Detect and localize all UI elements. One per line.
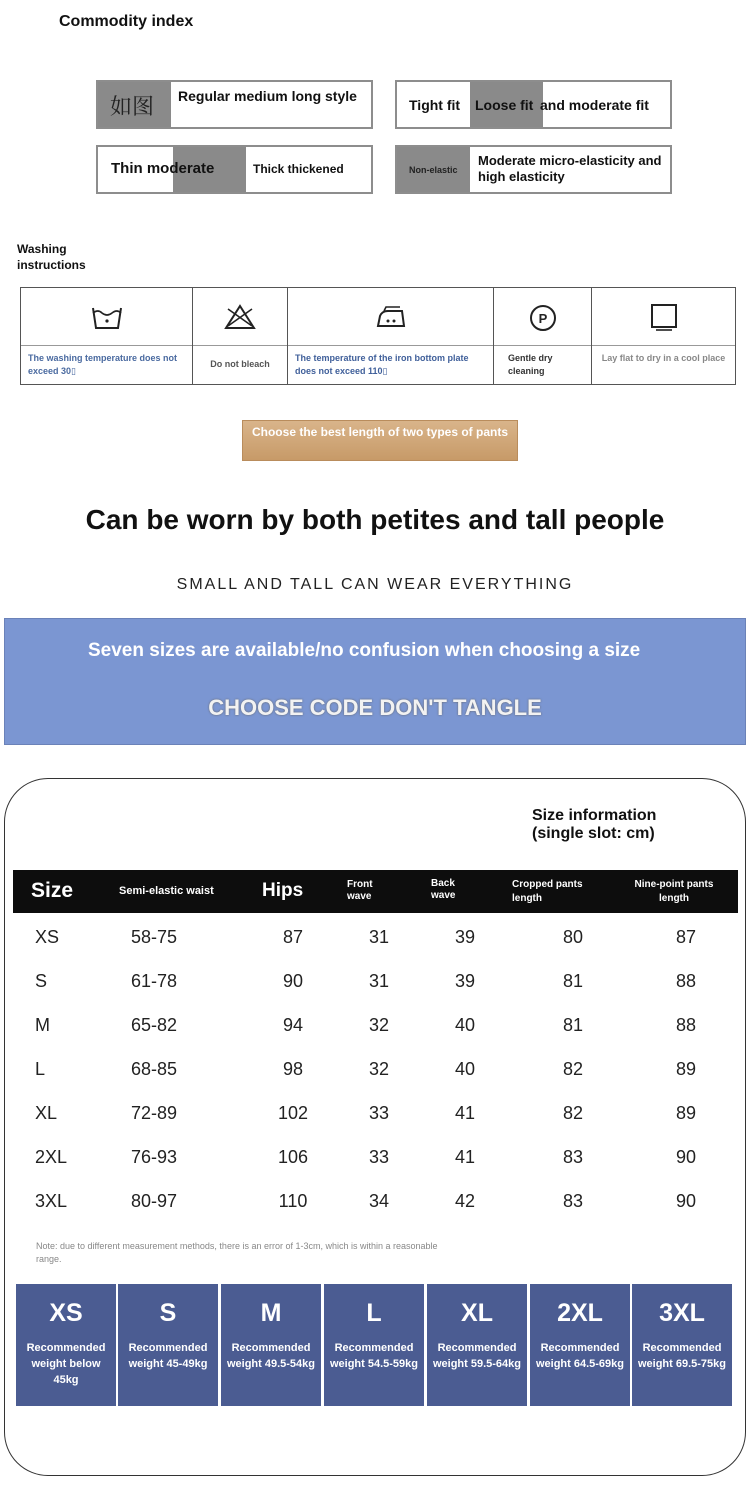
size-table-cell: 80-97 (131, 1191, 178, 1211)
size-table-row (13, 915, 738, 959)
sizes-banner (4, 618, 746, 745)
size-table-row (13, 959, 738, 1003)
size-table-cell: 41 (454, 1103, 476, 1123)
wash-30-icon (90, 302, 124, 332)
size-table-cell: 32 (368, 1015, 390, 1035)
length-text: Regular medium long style (178, 88, 357, 104)
measurement-note: Note: due to different measurement methods, there is an error of 1-3cm, which is within a reasonable range. (36, 1241, 438, 1264)
recommended-weight-text: Recommended weight 49.5-54kg (226, 1342, 316, 1370)
size-table-cell: 33 (368, 1103, 390, 1123)
elasticity-text: Moderate micro-elasticity and high elasticity (478, 153, 662, 184)
dry-flat-icon (647, 302, 681, 332)
recommended-size-box (530, 1284, 630, 1406)
subline: SMALL AND TALL CAN WEAR EVERYTHING (176, 576, 574, 593)
size-table-cell: 42 (454, 1191, 476, 1211)
washing-cell-bleach (193, 288, 288, 384)
size-table-cell: 87 (282, 927, 304, 947)
size-table-header (13, 870, 738, 913)
recommended-weight-text: Recommended weight 59.5-64kg (432, 1342, 522, 1370)
size-table-cell: 98 (282, 1059, 304, 1079)
size-table-cell: 41 (454, 1147, 476, 1167)
recommended-weight-text: Recommended weight 69.5-75kg (637, 1342, 727, 1370)
size-table-cell: M (35, 1015, 50, 1035)
recommended-size-box (427, 1284, 527, 1406)
size-table-cell: 58-75 (131, 927, 178, 947)
header-back-wave: Back wave (431, 878, 456, 901)
size-table-cell: S (35, 971, 48, 991)
length-image-label: 如图 (110, 95, 155, 120)
recommended-size-box (221, 1284, 321, 1406)
size-table-cell: 88 (675, 1015, 697, 1035)
dryclean-caption: Gentle dry cleaning (508, 353, 553, 376)
size-table-cell: 83 (562, 1191, 584, 1211)
header-front-wave: Front wave (347, 879, 373, 902)
size-table-cell: 110 (278, 1191, 308, 1211)
thickness-attribute (96, 145, 373, 194)
washing-cell-iron (288, 288, 494, 384)
recommended-weight-text: Recommended weight 45-49kg (128, 1342, 208, 1370)
commodity-index-title: Commodity index (59, 13, 194, 30)
fit-moderate: and moderate fit (540, 97, 649, 113)
dry-clean-icon (526, 302, 560, 332)
size-table-cell: 81 (562, 1015, 584, 1035)
size-table-cell: 102 (277, 1103, 309, 1123)
recommended-size-box (324, 1284, 424, 1406)
size-table-cell: 76-93 (131, 1147, 178, 1167)
sizes-banner-title: Seven sizes are available/no confusion when choosing a size (88, 640, 641, 661)
thickness-thin: Thin moderate (111, 160, 215, 177)
fit-attribute (395, 80, 672, 129)
recommended-weight-text: Recommended weight 64.5-69kg (535, 1342, 625, 1370)
fit-loose: Loose fit (475, 97, 534, 113)
size-table-cell: 88 (675, 971, 697, 991)
size-table-cell: 68-85 (131, 1059, 178, 1079)
size-table-cell: 89 (675, 1059, 697, 1079)
size-table-cell: 83 (562, 1147, 584, 1167)
size-table-cell: 81 (562, 971, 584, 991)
size-table-cell: 31 (368, 927, 390, 947)
size-table-cell: 34 (368, 1191, 390, 1211)
size-table-cell: 40 (454, 1059, 476, 1079)
size-table-cell: L (35, 1059, 46, 1079)
size-table-cell: 106 (277, 1147, 309, 1167)
washing-cell-dryclean (494, 288, 592, 384)
recommended-size-label: 3XL (659, 1299, 705, 1327)
size-table-cell: 90 (282, 971, 304, 991)
thickness-thick: Thick thickened (253, 162, 344, 176)
recommended-size-box (16, 1284, 116, 1406)
pants-length-banner: Choose the best length of two types of pants (242, 420, 518, 461)
size-table-row (13, 1003, 738, 1047)
size-table-cell: 80 (562, 927, 584, 947)
header-hips: Hips (262, 880, 304, 901)
size-table-cell: 65-82 (131, 1015, 178, 1035)
size-table-cell: 39 (454, 927, 476, 947)
iron-icon (374, 302, 408, 332)
length-attribute (96, 80, 373, 129)
size-table-cell: 94 (282, 1015, 304, 1035)
recommended-size-label: XL (461, 1299, 493, 1327)
size-table-cell: 2XL (35, 1147, 68, 1167)
header-nine-point-length: Nine-point pants length (634, 879, 714, 904)
size-table-cell: 32 (368, 1059, 390, 1079)
size-table-row (13, 1047, 738, 1091)
bleach-caption: Do not bleach (210, 359, 270, 369)
no-bleach-icon (223, 302, 257, 332)
size-table-cell: 39 (454, 971, 476, 991)
size-table-cell: 33 (368, 1147, 390, 1167)
size-table-cell: 82 (562, 1059, 584, 1079)
recommended-weight-text: Recommended weight below 45kg (26, 1342, 106, 1386)
size-table-cell: 90 (675, 1147, 697, 1167)
size-table-cell: 90 (675, 1191, 697, 1211)
size-table-cell: 72-89 (131, 1103, 178, 1123)
washing-table (20, 287, 736, 385)
elasticity-attribute (395, 145, 672, 194)
size-table-cell: 61-78 (131, 971, 178, 991)
recommended-size-label: L (366, 1299, 382, 1327)
size-table-cell: 82 (562, 1103, 584, 1123)
header-size: Size (31, 879, 74, 902)
size-table-cell: XL (35, 1103, 58, 1123)
svg-text:P: P (538, 311, 547, 326)
washing-cell-dry (592, 288, 735, 384)
recommended-size-box (632, 1284, 732, 1406)
washing-title: Washing instructions (17, 242, 86, 272)
size-table-cell: XS (35, 927, 60, 947)
recommended-size-label: XS (49, 1299, 83, 1327)
size-table-row (13, 1135, 738, 1179)
size-table-cell: 3XL (35, 1191, 68, 1211)
dry-caption: Lay flat to dry in a cool place (601, 353, 726, 363)
recommended-size-label: 2XL (557, 1299, 603, 1327)
header-waist: Semi-elastic waist (119, 885, 214, 897)
header-cropped-length: Cropped pants length (512, 879, 583, 904)
iron-caption: The temperature of the iron bottom plate does not exceed 110▯ (295, 353, 469, 376)
sizes-banner-subtitle: CHOOSE CODE DON'T TANGLE (208, 695, 542, 720)
size-table-row (13, 1179, 738, 1223)
headline: Can be worn by both petites and tall people (85, 504, 665, 535)
recommended-weight-text: Recommended weight 54.5-59kg (329, 1342, 419, 1370)
wash-caption: The washing temperature does not exceed 30▯ (28, 353, 178, 376)
washing-cell-wash (21, 288, 193, 384)
fit-tight: Tight fit (409, 97, 461, 113)
size-table-cell: 40 (454, 1015, 476, 1035)
size-table-cell: 31 (368, 971, 390, 991)
recommended-size-label: S (159, 1299, 177, 1327)
size-table-row (13, 1091, 738, 1135)
size-info-title: Size information (single slot: cm) (532, 807, 657, 842)
elasticity-non: Non-elastic (409, 165, 458, 175)
size-table-cell: 89 (675, 1103, 697, 1123)
recommended-size-box (118, 1284, 218, 1406)
recommended-size-label: M (260, 1299, 282, 1327)
size-table-cell: 87 (675, 927, 697, 947)
